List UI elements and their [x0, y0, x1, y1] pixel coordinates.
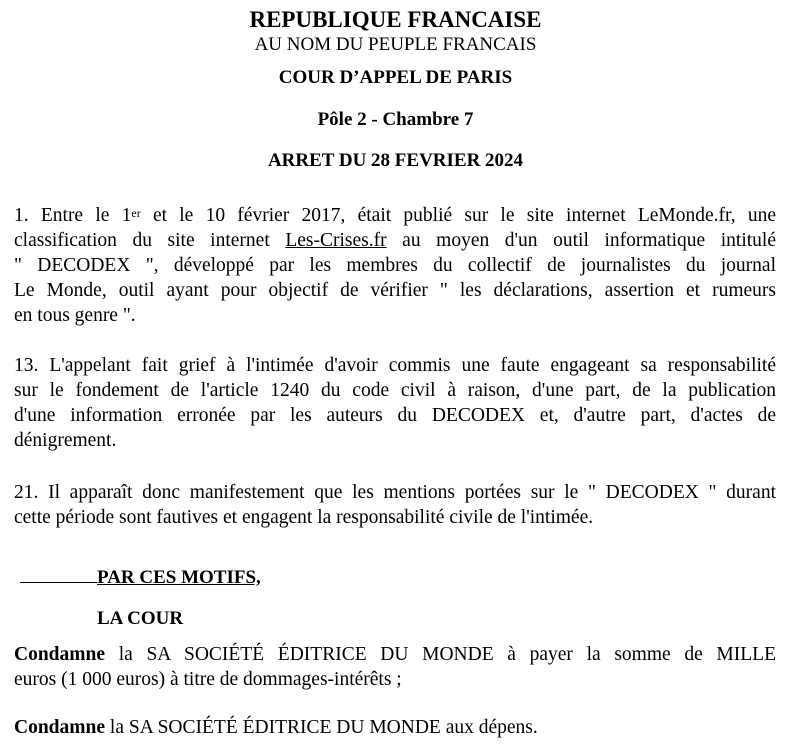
paragraph-line: cette période sont fautives et engagent la responsabilité civile de l'intimée. — [14, 507, 594, 528]
paragraph-line: " DECODEX ", développé par les membres du collectif de journalistes du journal — [14, 255, 776, 276]
paragraph-line: 13. L'appelant fait grief à l'intimée d'avoir commis une faute engageant sa responsabilité — [14, 355, 776, 376]
court-name: COUR D’APPEL DE PARIS — [278, 67, 513, 88]
paragraph-line: d'une information erronée par les auteurs du DECODEX et, d'autre part, d'actes de — [14, 405, 776, 426]
paragraph-line: 21. Il apparaît donc manifestement que les mentions portées sur le " DECODEX " durant — [14, 482, 776, 503]
ordinal-superscript: er — [131, 206, 141, 220]
paragraph-line: euros (1 000 euros) à titre de dommages-intérêts ; — [14, 669, 402, 690]
document-subtitle: AU NOM DU PEUPLE FRANCAIS — [254, 34, 537, 55]
les-crises-link[interactable]: Les-Crises.fr — [285, 230, 387, 251]
ruling-costs — [14, 715, 776, 740]
chamber-name: Pôle 2 - Chambre 7 — [317, 109, 474, 130]
motifs-label: PAR CES MOTIFS, — [97, 567, 261, 588]
motifs-heading — [20, 566, 261, 590]
ruling-damages — [14, 642, 776, 692]
paragraph-21 — [14, 480, 776, 530]
paragraph-line: sur le fondement de l'article 1240 du code civil à raison, d'une part, de la publication — [14, 380, 776, 401]
paragraph-line: classification du site internet Les-Crises.fr au moyen d'un outil informatique intitulé — [14, 230, 777, 251]
paragraph-line: en tous genre ". — [14, 305, 136, 326]
ruling-verb: Condamne — [14, 717, 106, 738]
paragraph-1 — [14, 203, 776, 328]
paragraph-line: 1. Entre le 1er et le 10 février 2017, était publié sur le site internet LeMonde.fr, une — [14, 205, 776, 226]
paragraph-line: Condamne la SA SOCIÉTÉ ÉDITRICE DU MONDE aux dépens. — [14, 717, 538, 738]
document-title: REPUBLIQUE FRANCAISE — [249, 7, 542, 32]
la-cour-heading: LA COUR — [97, 608, 184, 629]
paragraph-line: dénigrement. — [14, 430, 117, 451]
underline-rule — [20, 581, 97, 583]
paragraph-line: Le Monde, outil ayant pour objectif de vérifier " les déclarations, assertion et rumeurs — [14, 280, 776, 301]
ruling-verb: Condamne — [14, 644, 106, 665]
paragraph-13 — [14, 353, 776, 453]
decision-date: ARRET DU 28 FEVRIER 2024 — [267, 150, 524, 171]
paragraph-line: Condamne la SA SOCIÉTÉ ÉDITRICE DU MONDE à payer la somme de MILLE — [14, 644, 776, 665]
